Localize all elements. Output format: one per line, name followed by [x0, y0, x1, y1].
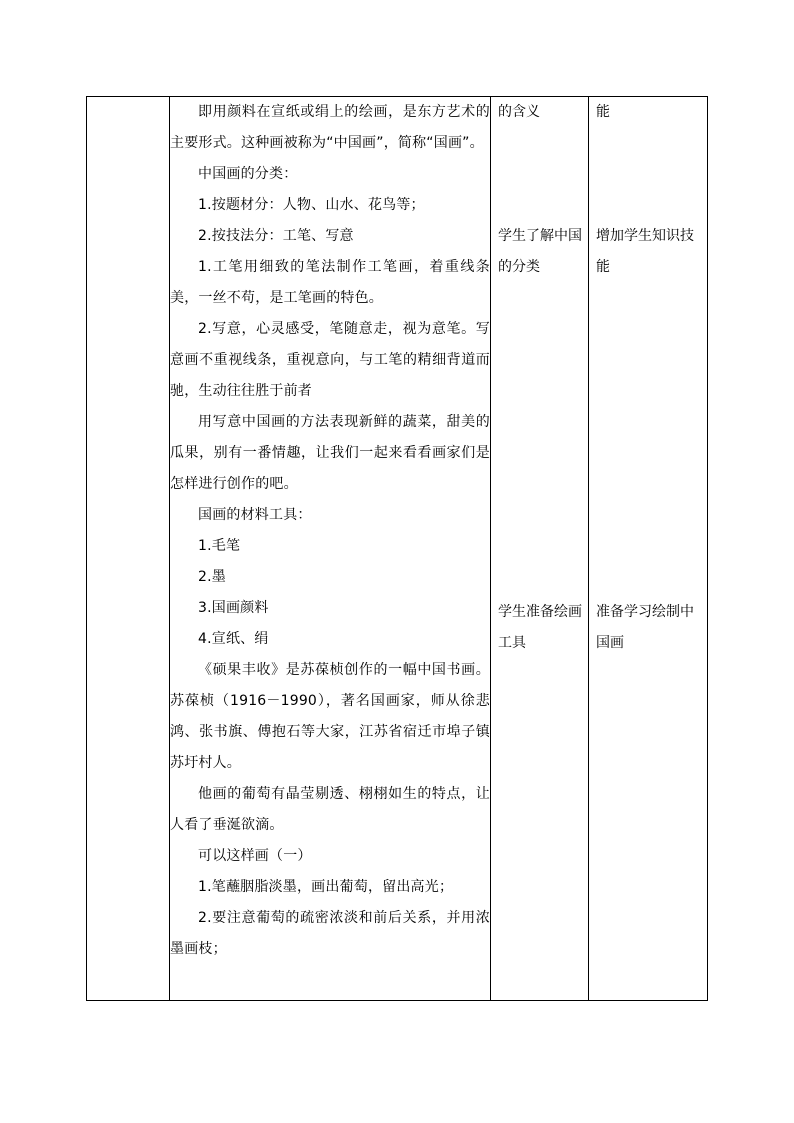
- content-paragraph: 用写意中国画的方法表现新鲜的蔬菜，甜美的瓜果，别有一番情趣，让我们一起来看看画家们是怎样进行创作的吧。: [170, 414, 490, 492]
- design-intent-2: 增加学生知识技能: [596, 228, 694, 275]
- content-paragraph: 4.宣纸、绢: [198, 631, 269, 647]
- content-paragraph: 《硕果丰收》是苏葆桢创作的一幅中国书画。苏葆桢（1916－1990），著名国画家，师从徐悲鸿、张书旗、傅抱石等大家，江苏省宿迁市埠子镇苏圩村人。: [170, 662, 490, 771]
- design-intent-3: 准备学习绘制中国画: [596, 604, 694, 651]
- content-paragraph: 可以这样画（一）: [198, 848, 312, 864]
- teaching-content-cell: [170, 97, 491, 1001]
- content-paragraph: 1.按题材分：人物、山水、花鸟等；: [198, 197, 425, 213]
- teaching-content: [170, 97, 490, 965]
- content-paragraph: 1.毛笔: [198, 538, 241, 554]
- content-paragraph: 2.墨: [198, 569, 226, 585]
- content-paragraph: 2.要注意葡萄的疏密浓淡和前后关系，并用浓墨画枝；: [170, 910, 490, 957]
- design-intent-cell: [589, 97, 708, 1001]
- student-activity-3: 学生准备绘画工具: [498, 604, 582, 651]
- lesson-plan-table: [86, 96, 708, 1001]
- content-paragraph: 2.写意，心灵感受，笔随意走，视为意笔。写意画不重视线条，重视意向，与工笔的精细背道而驰，生动往往胜于前者: [170, 321, 490, 399]
- student-activity-cell: [491, 97, 589, 1001]
- content-paragraph: 他画的葡萄有晶莹剔透、栩栩如生的特点，让人看了垂涎欲滴。: [170, 786, 490, 833]
- student-activity-1: 的含义: [498, 104, 540, 120]
- content-paragraph: 中国画的分类：: [198, 166, 298, 182]
- content-paragraph: 1.笔蘸胭脂淡墨，画出葡萄，留出高光；: [198, 879, 454, 895]
- content-paragraph: 2.按技法分：工笔、写意: [198, 228, 354, 244]
- content-paragraph: 即用颜料在宣纸或绢上的绘画，是东方艺术的主要形式。这种画被称为“中国画”，简称“国画”。: [170, 104, 490, 151]
- student-activity-2: 学生了解中国的分类: [498, 228, 582, 275]
- content-paragraph: 1.工笔用细致的笔法制作工笔画，着重线条美，一丝不苟，是工笔画的特色。: [170, 259, 490, 306]
- content-paragraph: 3.国画颜料: [198, 600, 269, 616]
- stage-cell: [87, 97, 170, 1001]
- table-row: [87, 97, 708, 1001]
- design-intent-1: 能: [596, 104, 610, 120]
- content-paragraph: 国画的材料工具：: [198, 507, 312, 523]
